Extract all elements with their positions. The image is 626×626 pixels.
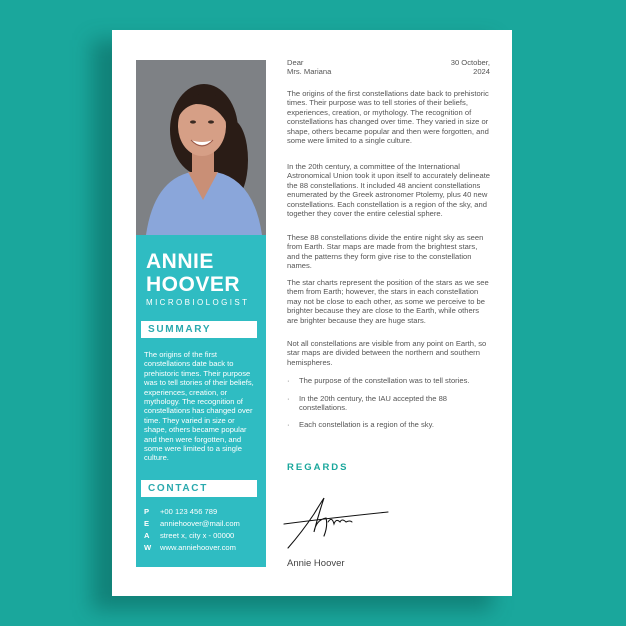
date-line1: 30 October, bbox=[450, 58, 490, 67]
sidebar bbox=[136, 60, 266, 567]
address-value: street x, city x - 00000 bbox=[160, 531, 235, 540]
summary-heading: SUMMARY bbox=[141, 321, 257, 338]
first-name: ANNIE bbox=[146, 250, 214, 273]
contact-phone bbox=[144, 506, 264, 517]
bullet-dot-icon: · bbox=[287, 394, 290, 403]
summary-text: The origins of the first constellations date back to prehistoric times. Their purpose was to tell stories of their beliefs, experiences, creation, or mythology. The recognition of constellations has changed over time. They varied in size or shape, others became popular and then were forgotten, and some were limited to a single culture. bbox=[144, 350, 254, 463]
closing-heading: REGARDS bbox=[287, 462, 349, 473]
handwritten-signature bbox=[280, 492, 390, 552]
email-key: E bbox=[144, 519, 150, 528]
bullet-text: Each constellation is a region of the sky. bbox=[299, 420, 434, 429]
signer-name: Annie Hoover bbox=[287, 558, 345, 569]
profile-photo bbox=[136, 60, 266, 235]
website-key: W bbox=[144, 543, 152, 552]
contact-email bbox=[144, 518, 264, 529]
letter-paragraph: These 88 constellations divide the entire night sky as seen from Earth. Star maps are made from the brightest stars, and the patterns they form give rise to the constellation names. bbox=[287, 233, 484, 271]
letter-paragraph: In the 20th century, a committee of the International Astronomical Union took it upon itself to accurately delineate the 88 constellations. It included 48 ancient constellations enumerated by the Greek astronomer Ptolemy, plus 40 new constellations. Each constellation is a region of the sky, and together they cover the entire celestial sphere. bbox=[287, 162, 491, 219]
person-portrait-image bbox=[136, 60, 266, 235]
salutation bbox=[287, 58, 367, 77]
letter-paragraph: The origins of the first constellations date back to prehistoric times. Their purpose was to tell stories of their beliefs, experiences, creation, or mythology. The recognition of constellations has changed over time. They varied in size or shape, others became popular and then were forgotten, and some were limited to a single culture. bbox=[287, 89, 489, 146]
contact-website bbox=[144, 542, 264, 553]
letter-date bbox=[410, 58, 490, 77]
phone-key: P bbox=[144, 507, 150, 516]
date-line2: 2024 bbox=[473, 67, 490, 77]
contact-heading: CONTACT bbox=[141, 480, 257, 497]
last-name: HOOVER bbox=[146, 273, 241, 296]
email-value: anniehoover@mail.com bbox=[160, 519, 240, 528]
salutation-line1: Dear bbox=[287, 58, 304, 67]
candidate-name bbox=[146, 250, 261, 296]
letter-paragraph: The star charts represent the position of the stars as we see them from Earth; however, the stars in each constellation may not be close to each other, as some we perceive to be brighter because they are close to the Earth, while others are brighter because they are huge stars. bbox=[287, 278, 489, 325]
website-value: www.anniehoover.com bbox=[160, 543, 236, 552]
letter-paragraph: Not all constellations are visible from any point on Earth, so star maps are divided between the northern and southern hemispheres. bbox=[287, 339, 487, 367]
resume-page bbox=[112, 30, 512, 596]
contact-address bbox=[144, 530, 264, 541]
bullet-text: The purpose of the constellation was to tell stories. bbox=[299, 376, 470, 385]
bullet-text: In the 20th century, the IAU accepted the 88 constellations. bbox=[299, 394, 448, 413]
bullet-dot-icon: · bbox=[287, 376, 290, 385]
bullet-dot-icon: · bbox=[287, 420, 290, 429]
job-title: MICROBIOLOGIST bbox=[146, 298, 250, 307]
salutation-line2: Mrs. Mariana bbox=[287, 67, 332, 77]
phone-value: +00 123 456 789 bbox=[160, 507, 218, 516]
address-key: A bbox=[144, 531, 150, 540]
